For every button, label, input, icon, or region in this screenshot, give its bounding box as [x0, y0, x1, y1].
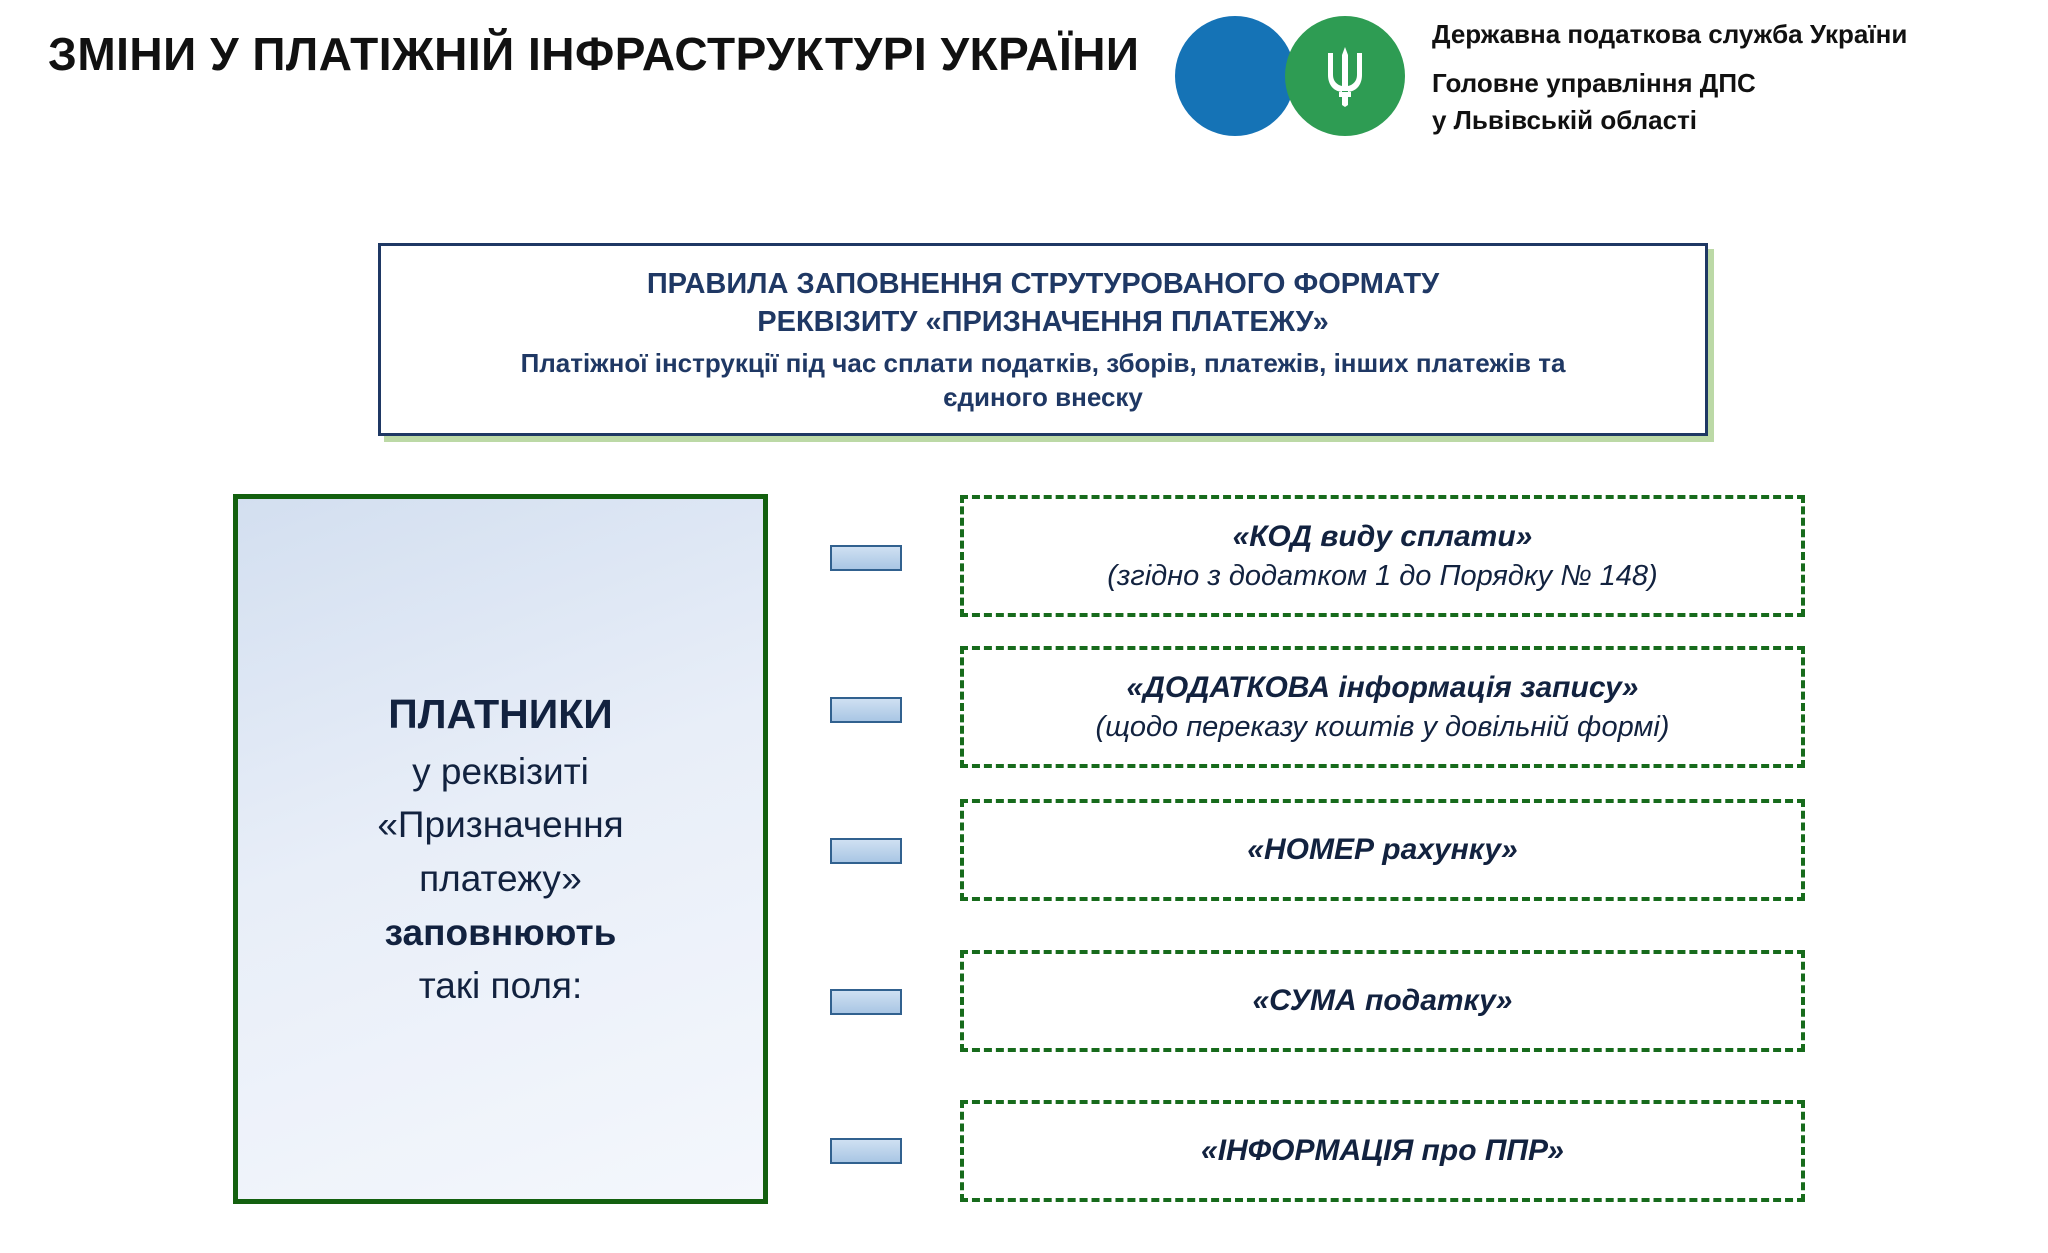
payers-text — [238, 685, 763, 1013]
rules-banner — [378, 243, 1708, 436]
page-title: ЗМІНИ У ПЛАТІЖНІЙ ІНФРАСТРУКТУРІ УКРАЇНИ — [48, 28, 1140, 80]
field-title: «ДОДАТКОВА інформація запису» — [1126, 671, 1639, 705]
org-line-1: Державна податкова служба України — [1432, 19, 1908, 49]
connector-arrow-5 — [830, 1138, 902, 1164]
field-title: «НОМЕР рахунку» — [1247, 833, 1518, 867]
field-subtitle: (щодо переказу коштів у довільній формі) — [1095, 710, 1670, 743]
banner-line-3: Платіжної інструкції під час сплати податків, зборів, платежів, інших платежів та — [520, 348, 1566, 379]
dps-logo — [1175, 8, 1415, 138]
connector-arrow-4 — [830, 989, 902, 1015]
field-box-nomer-rahunku — [960, 799, 1805, 901]
org-line-2: Головне управління ДПС — [1432, 67, 1756, 98]
payers-line-5: заповнюють — [384, 911, 617, 953]
field-title: «КОД виду сплати» — [1232, 520, 1533, 554]
payers-box — [233, 494, 768, 1204]
banner-line-1: ПРАВИЛА ЗАПОВНЕННЯ СТРУТУРОВАНОГО ФОРМАТУ — [646, 268, 1440, 300]
payers-line-2: у реквізиті — [412, 750, 589, 792]
slide-header — [0, 0, 2048, 190]
payers-line-4: платежу» — [419, 857, 582, 899]
payers-line-1: ПЛАТНИКИ — [388, 691, 613, 738]
banner-line-2: РЕКВІЗИТУ «ПРИЗНАЧЕННЯ ПЛАТЕЖУ» — [757, 305, 1329, 338]
field-box-suma-podatku — [960, 950, 1805, 1052]
banner-line-4: єдиного внеску — [943, 382, 1143, 413]
connector-arrow-2 — [830, 697, 902, 723]
field-box-code-vydu-splaty — [960, 495, 1805, 617]
logo-green-circle — [1285, 16, 1405, 136]
organization-name — [1432, 16, 2032, 139]
org-line-3: у Львівській області — [1432, 104, 1698, 135]
field-box-dodatkova-informaciya — [960, 646, 1805, 768]
payers-line-6: такі поля: — [418, 965, 583, 1007]
connector-arrow-1 — [830, 545, 902, 571]
payers-line-3: «Призначення — [377, 804, 624, 846]
field-title: «СУМА податку» — [1252, 984, 1513, 1018]
trident-icon — [1322, 45, 1368, 107]
field-subtitle: (згідно з додатком 1 до Порядку № 148) — [1107, 559, 1658, 592]
connector-arrow-3 — [830, 838, 902, 864]
field-box-informaciya-pro-ppr — [960, 1100, 1805, 1202]
field-title: «ІНФОРМАЦІЯ про ППР» — [1201, 1134, 1564, 1168]
logo-blue-circle — [1175, 16, 1295, 136]
